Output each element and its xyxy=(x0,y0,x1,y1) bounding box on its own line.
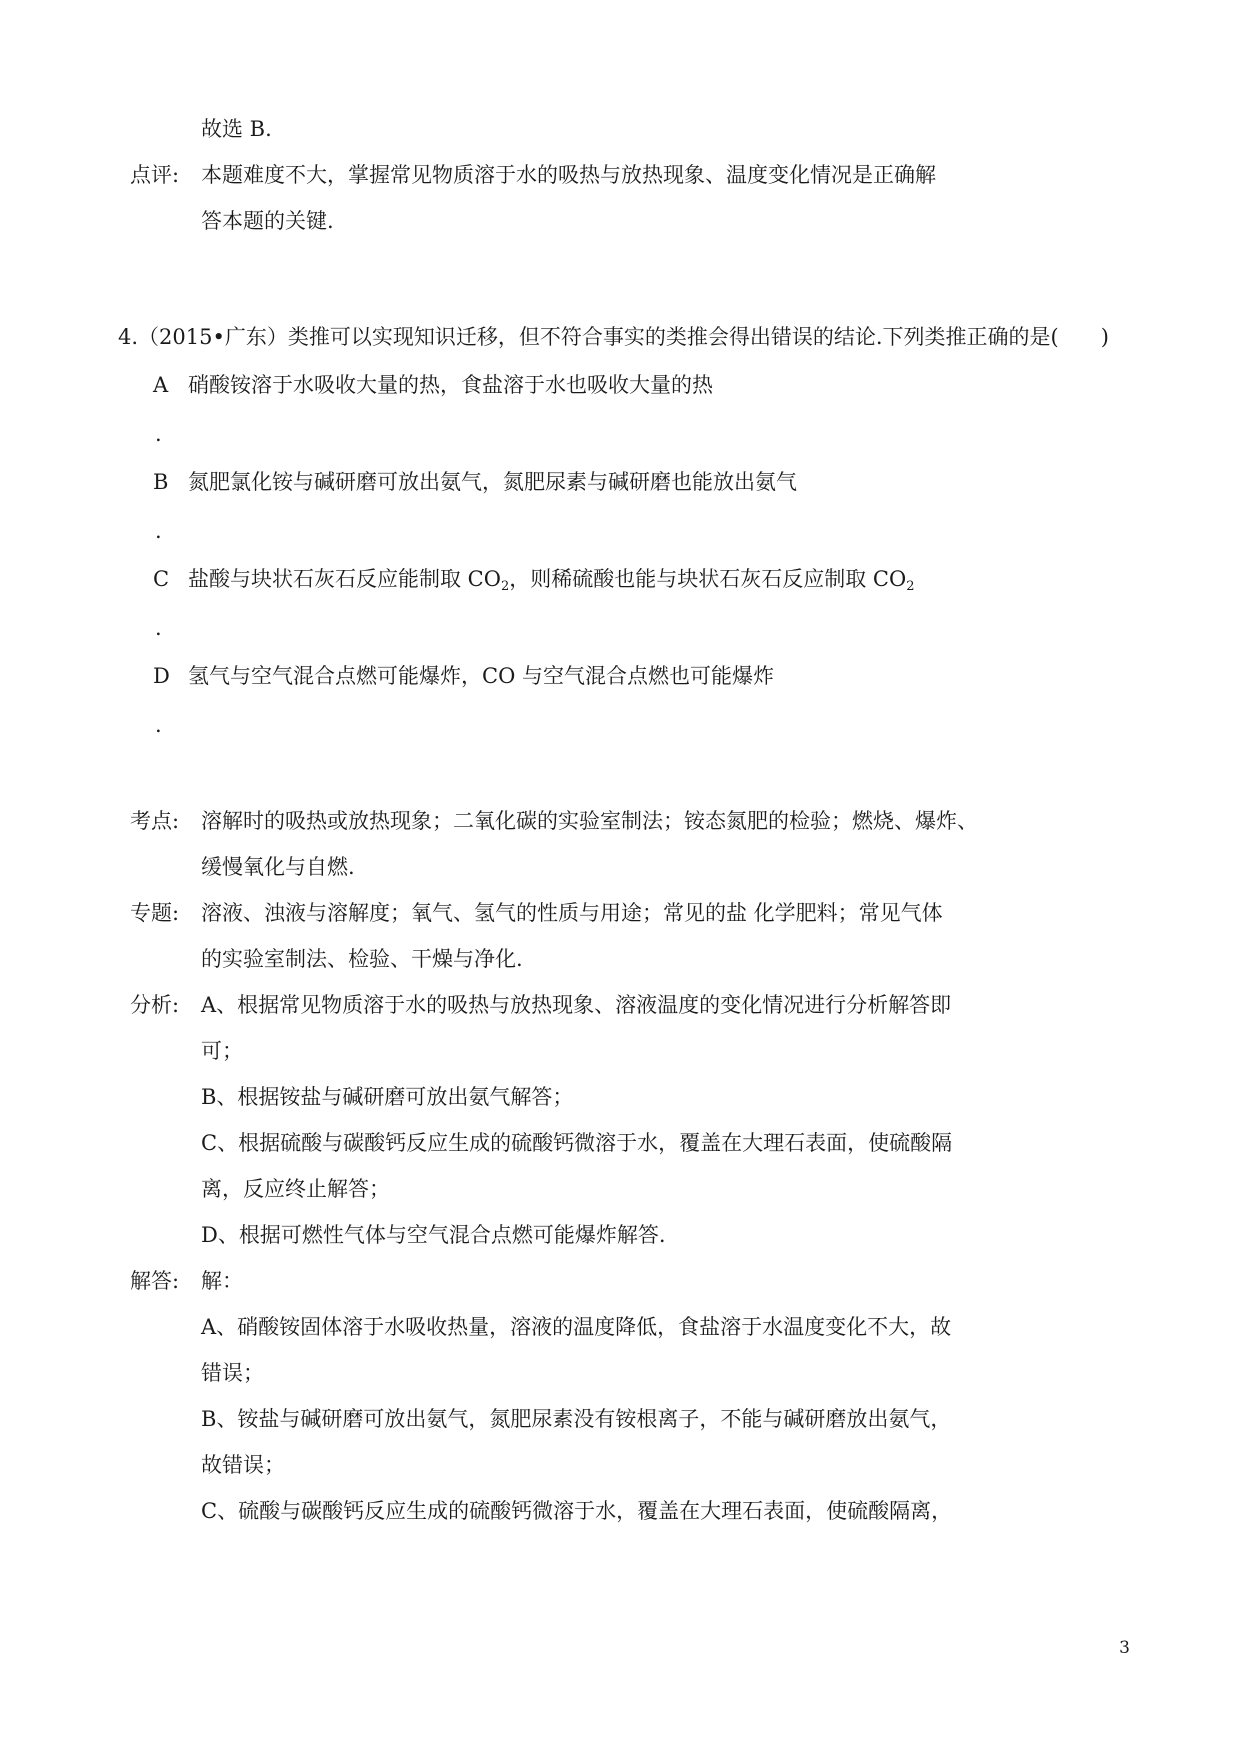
fenxi-line-6: D、根据可燃性气体与空气混合点燃可能爆炸解答. xyxy=(201,1223,666,1247)
jieda-line-5: 故错误； xyxy=(201,1453,285,1477)
zhuanti-line-1: 溶液、浊液与溶解度；氧气、氢气的性质与用途；常见的盐 化学肥料；常见气体 xyxy=(201,901,943,925)
option-c-dot: . xyxy=(155,616,162,640)
zhuanti-line-2: 的实验室制法、检验、干燥与净化. xyxy=(201,947,523,971)
option-a-letter: A xyxy=(153,373,169,397)
kaodian-label: 考点: xyxy=(130,809,180,833)
option-a-text: 硝酸铵溶于水吸收大量的热，食盐溶于水也吸收大量的热 xyxy=(188,373,713,397)
option-c-letter: C xyxy=(153,567,170,591)
option-d-letter: D xyxy=(153,664,170,688)
option-c-subscript-1: 2 xyxy=(500,579,510,594)
zhuanti-label: 专题: xyxy=(130,901,180,925)
option-a-dot: . xyxy=(155,422,162,446)
option-c-text xyxy=(188,565,915,593)
option-d-text: 氢气与空气混合点燃可能爆炸，CO 与空气混合点燃也可能爆炸 xyxy=(188,664,774,688)
option-c-text-part1: 盐酸与块状石灰石反应能制取 CO xyxy=(188,567,501,591)
comment-line-2: 答本题的关键. xyxy=(201,209,334,233)
fenxi-line-2: 可； xyxy=(201,1039,243,1063)
fenxi-line-1: A、根据常见物质溶于水的吸热与放热现象、溶液温度的变化情况进行分析解答即 xyxy=(201,993,952,1017)
kaodian-line-2: 缓慢氧化与自燃. xyxy=(201,855,355,879)
jieda-line-3: 错误； xyxy=(201,1361,264,1385)
option-c-subscript-2: 2 xyxy=(906,579,915,594)
kaodian-line-1: 溶解时的吸热或放热现象；二氧化碳的实验室制法；铵态氮肥的检验；燃烧、爆炸、 xyxy=(201,809,978,833)
jieda-label: 解答: xyxy=(130,1269,180,1293)
option-b-dot: . xyxy=(155,519,162,543)
comment-label: 点评: xyxy=(130,163,180,187)
fenxi-line-5: 离，反应终止解答； xyxy=(201,1177,390,1201)
jieda-line-6: C、硫酸与碳酸钙反应生成的硫酸钙微溶于水，覆盖在大理石表面，使硫酸隔离， xyxy=(201,1499,953,1523)
option-c-text-part2: ，则稀硫酸也能与块状石灰石反应制取 CO xyxy=(509,567,907,591)
fenxi-line-4: C、根据硫酸与碳酸钙反应生成的硫酸钙微溶于水，覆盖在大理石表面，使硫酸隔 xyxy=(201,1131,953,1155)
fenxi-label: 分析: xyxy=(130,993,180,1017)
jieda-line-4: B、铵盐与碱研磨可放出氨气，氮肥尿素没有铵根离子，不能与碱研磨放出氨气， xyxy=(201,1407,952,1431)
fenxi-line-3: B、根据铵盐与碱研磨可放出氨气解答； xyxy=(201,1085,574,1109)
jieda-line-2: A、硝酸铵固体溶于水吸收热量，溶液的温度降低，食盐溶于水温度变化不大，故 xyxy=(201,1315,952,1339)
page-number: 3 xyxy=(1119,1638,1130,1658)
jieda-line-1: 解： xyxy=(201,1269,243,1293)
option-b-letter: B xyxy=(153,470,169,494)
option-b-text: 氮肥氯化铵与碱研磨可放出氨气，氮肥尿素与碱研磨也能放出氨气 xyxy=(188,470,797,494)
question-stem: 4.（2015•广东）类推可以实现知识迁移，但不符合事实的类推会得出错误的结论.下列类推正确的是( ) xyxy=(118,325,1109,349)
option-d-dot: . xyxy=(155,713,162,737)
conclusion-text: 故选 B. xyxy=(201,117,272,141)
comment-line-1: 本题难度不大，掌握常见物质溶于水的吸热与放热现象、温度变化情况是正确解 xyxy=(201,163,936,187)
